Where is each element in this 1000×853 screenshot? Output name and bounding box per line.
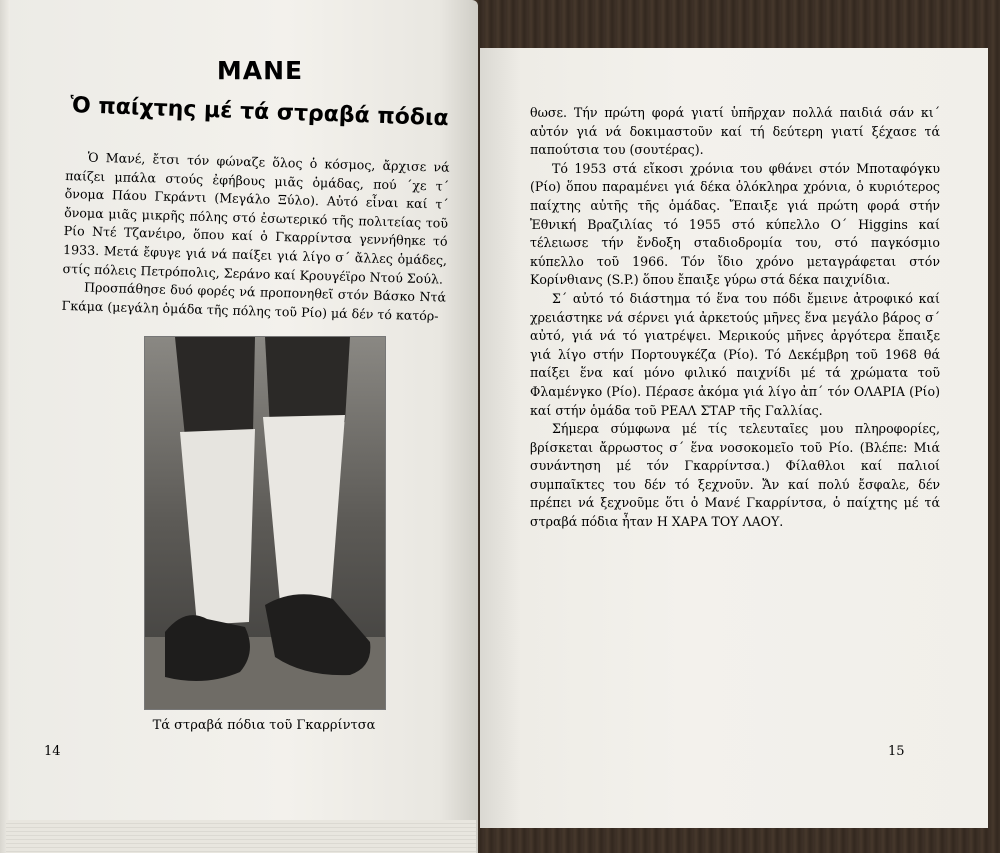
chapter-subtitle: Ὁ παίχτης μέ τά στραβά πόδια [69, 93, 450, 132]
legs-photo [144, 336, 386, 710]
right-page-text [530, 104, 940, 532]
paragraph: Ὁ Μανέ, ἔτσι τόν φώναζε ὅλος ὁ κόσμος, ἄρχισε νά παίζει μπάλα στούς ἐφήβους μιᾶς ὁμάδας, πού ΄χε τ΄ ὄνομα Πάου Γκράντι (Μεγάλο Ξύλο). Αὐτό εἶναι καί τ΄ ὄνομα μιᾶς μικρῆς πόλης στό ἐσωτερικό τῆς πολιτείας τοῦ Ρίο Ντέ Τζανέιρο, ὅπου καί ὁ Γκαρρίντσα γεννήθηκε τό 1933. Μετά ἔφυγε γιά νά παίξει γιά λίγο σ΄ ἄλλες ὁμάδες, στίς πόλεις Πετρόπολις, Σεράνο καί Κρουγέϊρο Ντού Σούλ. [62, 149, 450, 287]
paragraph: Προσπάθησε δυό φορές νά προπονηθεῖ στόν Βάσκο Ντά Γκάμα (μεγάλη ὁμάδα τῆς πόλης τοῦ Ρίο) μά δέν τό κατόρ- [61, 279, 447, 324]
photo-image [145, 337, 385, 709]
page-edge [0, 0, 10, 853]
page-number-left: 14 [44, 744, 61, 759]
paragraph-continuation: θωσε. Τήν πρώτη φορά γιατί ὑπῆρχαν πολλά παιδιά σάν κι΄ αὐτόν γιά νά δοκιμαστοῦν καί τή δεύτερη γιατί ξέχασε τά παπούτσια του (σουτέρας). [530, 105, 940, 158]
paragraph: Σ΄ αὐτό τό διάστημα τό ἕνα του πόδι ἔμεινε ἀτροφικό καί χρειάστηκε νά σέρνει γιά ἀρκετούς μῆνες ἕνα μεγάλο βάρος σ΄ αὐτό, γιά νά τό γιατρέψει. Μερικούς μῆνες ἀργότερα ἔπαιξε γιά λίγο στήν Πορτουγκέζα (Ρίο). Τό Δεκέμβρη τοῦ 1968 θά παίξει ἕνα καί μόνο φιλικό παιχνίδι μέ τά χρώματα τοῦ Φλαμένγκο (Ρίο). Πέρασε ἀκόμα γιά λίγο ἀπ΄ τόν ΟΛΑΡΙΑ (Ρίο) καί στήν ὁμάδα τοῦ ΡΕΑΛ ΣΤΑΡ τῆς Γαλλίας. [530, 290, 940, 418]
photo-caption: Τά στραβά πόδια τοῦ Γκαρρίντσα [152, 718, 376, 733]
page-stack [6, 820, 476, 853]
chapter-title: ΜΑΝΕ [216, 56, 304, 85]
page-number-right: 15 [888, 744, 905, 759]
paragraph: Σήμερα σύμφωνα μέ τίς τελευταῖες μου πληροφορίες, βρίσκεται ἄρρωστος σ΄ ἕνα νοσοκομεῖο τοῦ Ρίο. (Βλέπε: Μιά συνάντηση μέ τόν Γκαρρίντσα.) Φίλαθλοι καί παλιοί συμπαῖκτες του δέν τό ξεχνοῦν. Ἄν καί πολύ ἔσφαλε, δέν πρέπει νά ξεχνοῦμε ὅτι ὁ Μανέ Γκαρρίντσα, ὁ παίχτης μέ τά στραβά πόδια ἦταν Η ΧΑΡΑ ΤΟΥ ΛΑΟΥ. [530, 421, 940, 530]
left-page-text [61, 148, 450, 326]
paragraph: Τό 1953 στά εἴκοσι χρόνια του φθάνει στόν Μποταφόγκυ (Ρίο) ὅπου παραμένει γιά δέκα ὁλόκληρα χρόνια, ὁ κυριότερος παίχτης αὐτῆς τῆς ὁμάδας. Ἔπαιξε γιά πρώτη φορά στήν Ἐθνική Βραζιλίας τό 1955 στό κύπελλο Ο΄ Higgins καί τέλειωσε τήν ἔνδοξη σταδιοδρομία του, στό παγκόσμιο κύπελλο τοῦ 1966. Τόν ἴδιο χρόνο μεταγράφεται στόν Κορίνθιανς (S.P.) ὅπου ἔπαιξε γύρω στά δέκα παιχνίδια. [530, 160, 940, 288]
